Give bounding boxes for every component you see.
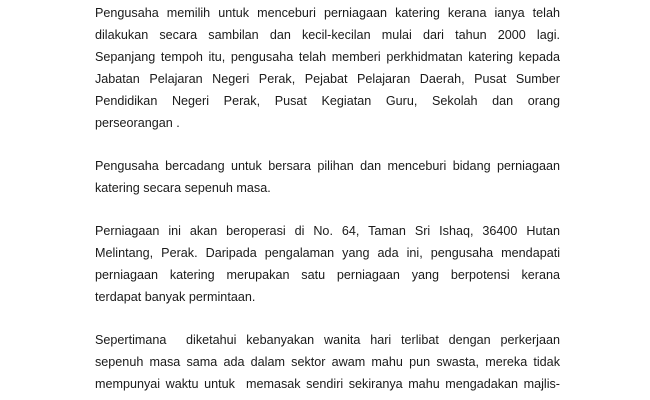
text-line: terdapat banyak permintaan.	[95, 290, 256, 304]
text-line: mempunyai waktu untuk memasak sendiri sekiranya mahu mengadakan majlis-	[95, 377, 560, 391]
paragraph-retirement-plan	[95, 155, 560, 199]
text-line: Pendidikan Negeri Perak, Pusat Kegiatan Guru, Sekolah dan orang	[95, 94, 560, 108]
text-line: Sepanjang tempoh itu, pengusaha telah memberi perkhidmatan katering kepada	[95, 50, 560, 64]
text-line: sepenuh masa sama ada dalam sektor awam mahu pun swasta, mereka tidak	[95, 355, 560, 369]
text-line: Pengusaha bercadang untuk bersara pilihan dan menceburi bidang perniagaan	[95, 159, 560, 173]
text-line: perseorangan .	[95, 116, 180, 130]
text-line: Pengusaha memilih untuk menceburi perniagaan katering kerana ianya telah	[95, 6, 560, 20]
paragraph-business-location	[95, 220, 560, 308]
text-line: perniagaan katering merupakan satu perniagaan yang berpotensi kerana	[95, 268, 560, 282]
text-line: Sepertimana diketahui kebanyakan wanita hari terlibat dengan perkerjaan	[95, 333, 560, 347]
paragraph-business-background	[95, 2, 560, 134]
text-line: dilakukan secara sambilan dan kecil-kecilan mulai dari tahun 2000 lagi.	[95, 28, 560, 42]
paragraph-market-demand	[95, 329, 560, 395]
text-line: Melintang, Perak. Daripada pengalaman yang ada ini, pengusaha mendapati	[95, 246, 560, 260]
text-line: Perniagaan ini akan beroperasi di No. 64, Taman Sri Ishaq, 36400 Hutan	[95, 224, 560, 238]
text-line: Jabatan Pelajaran Negeri Perak, Pejabat Pelajaran Daerah, Pusat Sumber	[95, 72, 560, 86]
text-line: katering secara sepenuh masa.	[95, 181, 271, 195]
